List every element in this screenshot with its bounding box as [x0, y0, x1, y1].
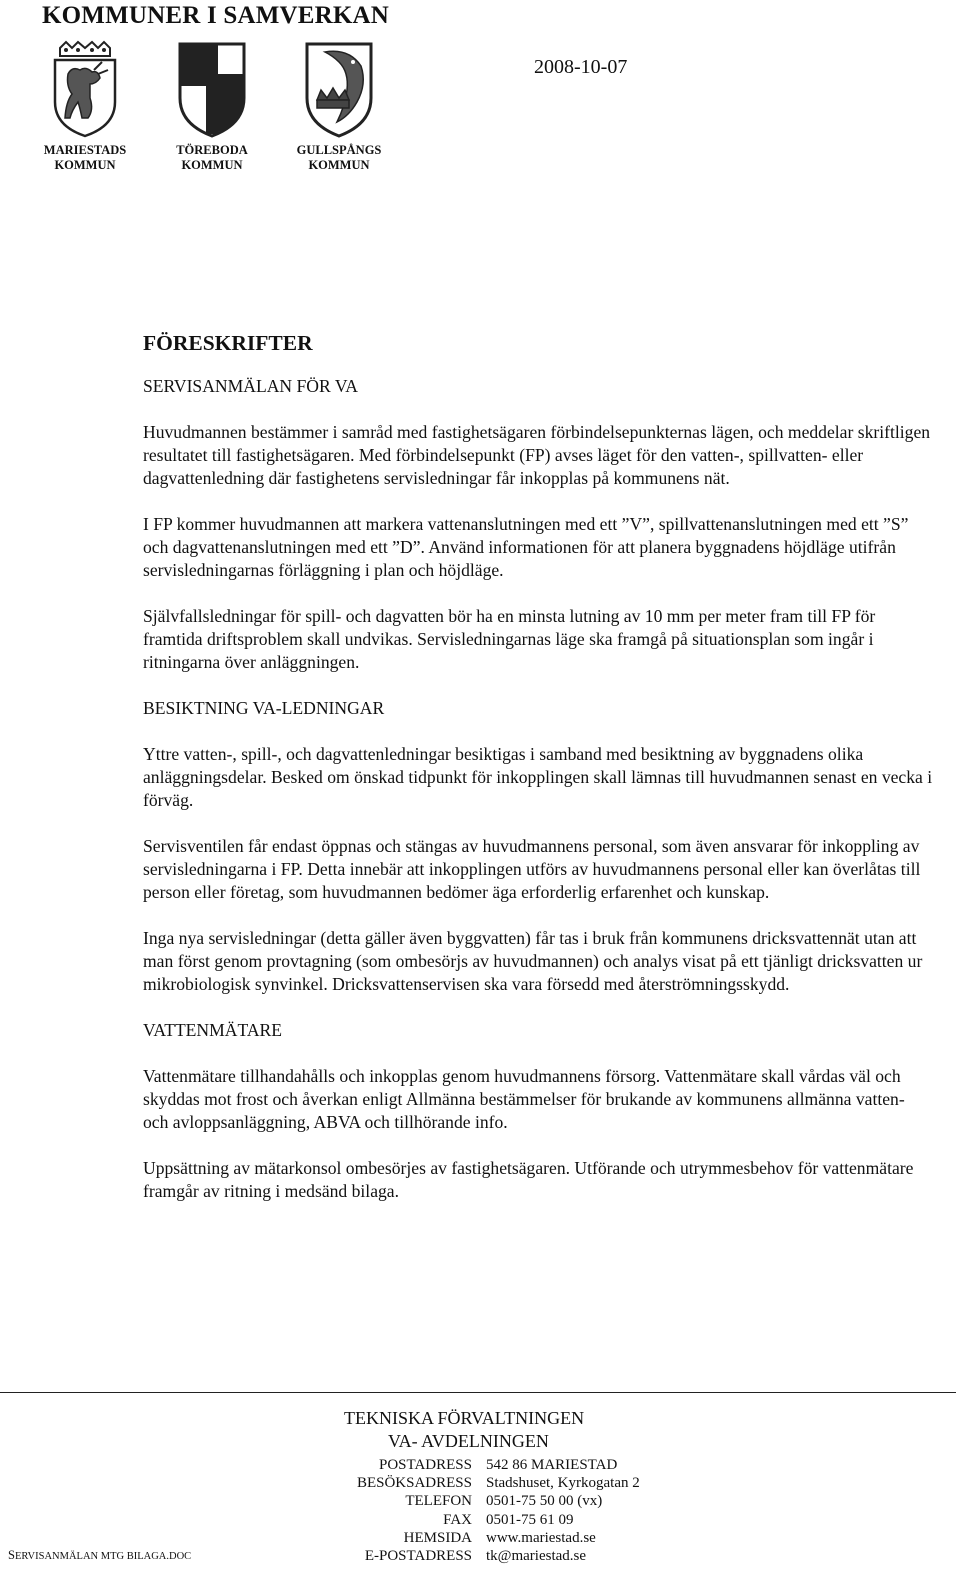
contact-row: [330, 1511, 640, 1529]
mariestad-crest: [38, 40, 132, 173]
contact-row: [330, 1529, 640, 1547]
contact-label: POSTADRESS: [379, 1457, 472, 1473]
crest-label-line2: KOMMUN: [54, 158, 116, 172]
crest-label-line1: TÖREBODA: [176, 143, 248, 157]
contact-value: 0501-75 50 00 (vx): [486, 1493, 603, 1510]
paragraph: Självfallsledningar för spill- och dagvatten bör ha en minsta lutning av 10 mm per meter fram till FP för framtida driftsproblem skall undvikas. Servisledningarnas läge ska framgå på situationsplan som ingår i ritningarna över anläggningen.: [143, 606, 876, 672]
document-filename: [8, 1548, 191, 1563]
contact-value: 0501-75 61 09: [486, 1511, 574, 1528]
paragraph: Servisventilen får endast öppnas och stängas av huvudmannens personal, som även ansvarar för inkoppling av servisledningarna i FP. Detta innebär att inkopplingen utförs av huvudmannens personal eller kan överlåtas till person eller företag, som huvudmannen bedömer äga erforderlig erfarenhet och kunskap.: [143, 836, 921, 902]
section-heading: SERVISANMÄLAN FÖR VA: [143, 376, 358, 396]
contact-value: 542 86 MARIESTAD: [486, 1457, 618, 1473]
toreboda-crest: [167, 40, 257, 173]
footer-department: VA- AVDELNINGEN: [388, 1431, 549, 1451]
paragraph: Uppsättning av mätarkonsol ombesörjes av fastighetsägaren. Utförande och utrymmesbehov för vattenmätare framgår av ritning i medsänd bilaga.: [143, 1158, 914, 1201]
contact-label: FAX: [443, 1511, 472, 1528]
footer-contact-table: [330, 1456, 640, 1565]
contact-row: [330, 1456, 640, 1474]
filename-rest: ERVISANMÄLAN MTG BILAGA.DOC: [14, 1551, 192, 1562]
contact-label: BESÖKSADRESS: [356, 1475, 472, 1492]
paragraph: Huvudmannen bestämmer i samråd med fastighetsägaren förbindelsepunkternas lägen, och meddelar skriftligen resultatet till fastighetsägaren. Med förbindelsepunkt (FP) avses läget för den vatten-, spillvatten- eller dagvattenledning där fastighetens servisledningar får inkopplas på kommunens nät.: [143, 422, 931, 488]
section-heading: BESIKTNING VA-LEDNINGAR: [143, 698, 385, 718]
footer-divider: [0, 1392, 956, 1393]
document-body: [143, 328, 933, 1203]
contact-value: Stadshuset, Kyrkogatan 2: [486, 1475, 640, 1492]
document-title: FÖRESKRIFTER: [143, 331, 313, 355]
contact-label: E-POSTADRESS: [364, 1548, 472, 1565]
toreboda-label: [167, 143, 257, 173]
contact-row: [330, 1492, 640, 1510]
footer-organization: [344, 1407, 584, 1453]
mariestad-coat-of-arms-icon: [50, 40, 120, 138]
contact-label: HEMSIDA: [403, 1529, 472, 1546]
crest-label-line1: MARIESTADS: [43, 143, 127, 157]
gullspang-label: [292, 143, 386, 173]
toreboda-coat-of-arms-icon: [176, 40, 248, 138]
filename-initial: S: [8, 1548, 15, 1562]
website-link[interactable]: www.mariestad.se: [486, 1529, 596, 1546]
page-header-title: KOMMUNER I SAMVERKAN: [42, 2, 390, 29]
gullspang-crest: [292, 40, 386, 173]
crest-label-line1: GULLSPÅNGS: [296, 143, 382, 157]
gullspang-coat-of-arms-icon: [301, 40, 377, 138]
crest-label-line2: KOMMUN: [308, 158, 370, 172]
section-heading: VATTENMÄTARE: [143, 1020, 283, 1040]
email-link[interactable]: tk@mariestad.se: [486, 1548, 587, 1565]
paragraph: Vattenmätare tillhandahålls och inkopplas genom huvudmannens försorg. Vattenmätare skall vårdas väl och skyddas mot frost och åverkan enligt Allmänna bestämmelser för brukande av kommunens allmänna vatten- och avloppsanläggning, ABVA och tillhörande info.: [143, 1066, 905, 1132]
contact-row: [330, 1547, 640, 1565]
crest-label-line2: KOMMUN: [181, 158, 243, 172]
paragraph: Yttre vatten-, spill-, och dagvattenledningar besiktigas i samband med besiktning av byggnadens olika anläggningsdelar. Besked om önskad tidpunkt för inkopplingen skall lämnas till huvudmannen senast en vecka i förväg.: [143, 744, 933, 810]
document-date: 2008-10-07: [534, 56, 628, 78]
mariestad-label: [38, 143, 132, 173]
paragraph: Inga nya servisledningar (detta gäller även byggvatten) får tas i bruk från kommunens dricksvattennät utan att man först genom provtagning (som ombesörjs av huvudmannen) och analys visat på ett tjänligt dricksvatten ur mikrobiologisk synvinkel. Dricksvattenservisen ska vara försedd med återströmningsskydd.: [143, 928, 923, 994]
contact-row: [330, 1474, 640, 1492]
contact-label: TELEFON: [405, 1493, 472, 1510]
footer-org-name: TEKNISKA FÖRVALTNINGEN: [344, 1408, 585, 1428]
paragraph: I FP kommer huvudmannen att markera vattenanslutningen med ett ”V”, spillvattenanslutningen med ett ”S” och dagvattenanslutningen med ett ”D”. Använd informationen för att planera byggnadens höjdläge utifrån servisledningarnas förläggning i plan och höjdläge.: [143, 514, 909, 580]
